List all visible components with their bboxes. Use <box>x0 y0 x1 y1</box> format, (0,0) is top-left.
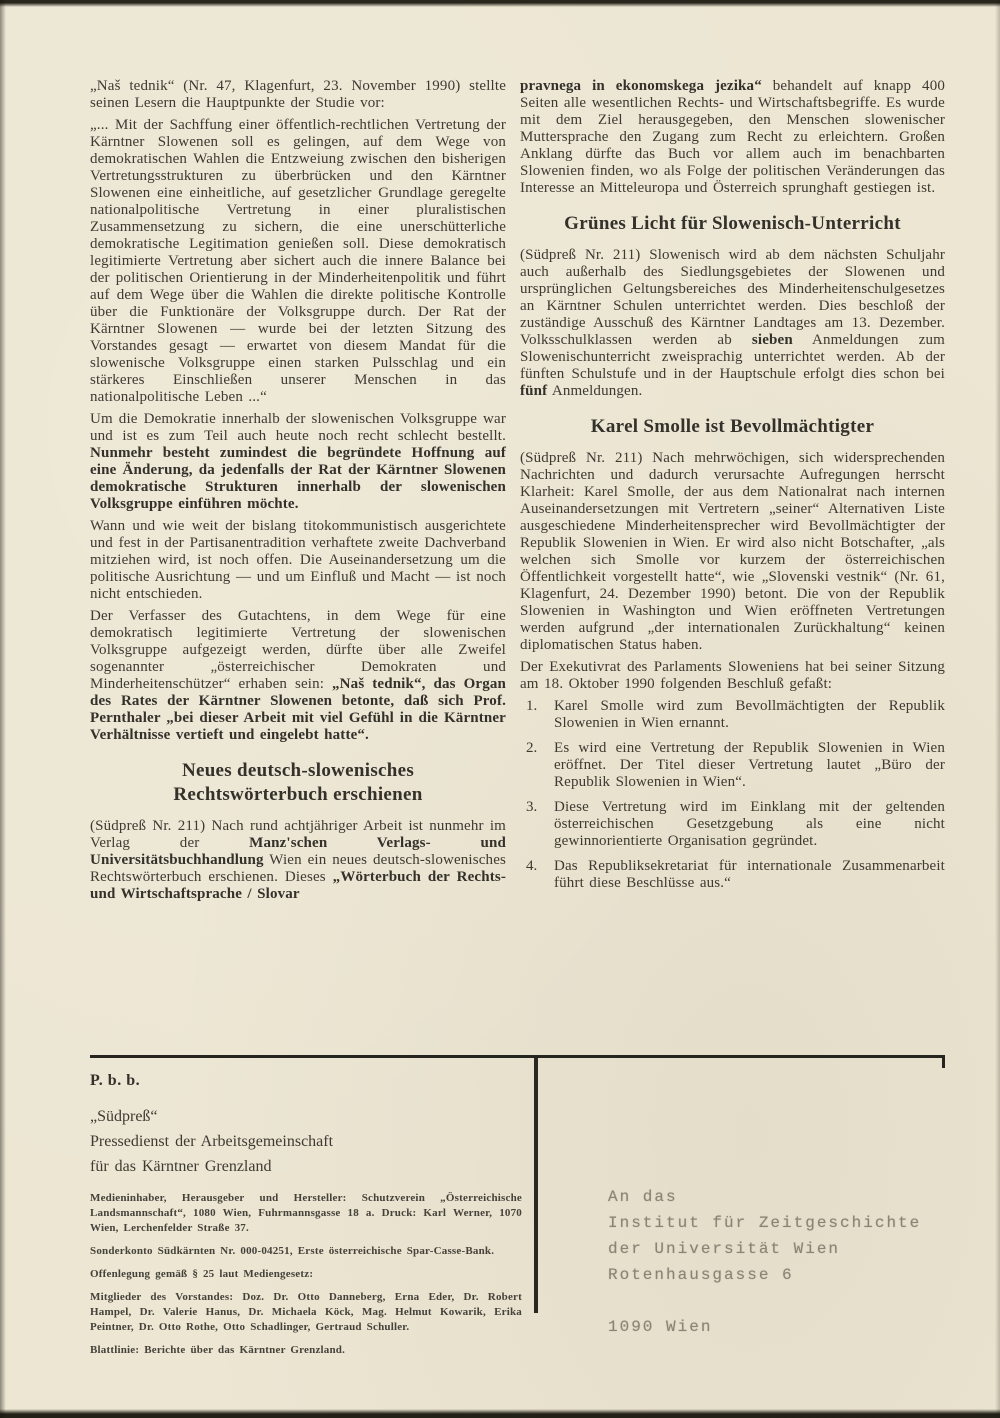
list-item-text: Das Republiksekretariat für internationale Zusammenarbeit führt diese Beschlüsse aus.“ <box>554 858 945 891</box>
address-line: 1090 Wien <box>608 1318 713 1336</box>
imprint-paragraph: Mitglieder des Vorstandes: Doz. Dr. Otto Danneberg, Erna Eder, Dr. Robert Hampel, Dr. Valerie Hanus, Dr. Michaela Köck, Mag. Helmut Kowarik, Erika Peintner, Dr. Otto Rothe, Otto Schadlinger, Gertraud Schuller. <box>90 1291 522 1333</box>
numbered-list-item <box>520 740 945 791</box>
publisher-line: für das Kärntner Grenzland <box>90 1158 272 1175</box>
numbered-list-item <box>520 799 945 850</box>
paragraph: (Südpreß Nr. 211) Nach rund achtjähriger Arbeit ist nunmehr im Verlag der Manz'schen Verlags- und Universitätsbuchhandlung Wien ein neues deutsch-slowenisches Rechtswörterbuch erschienen. Dieses „Wörterbuch der Rechts- und Wirtschaftsprache / Slovar <box>90 818 506 902</box>
postage-mark: P. b. b. <box>90 1072 141 1089</box>
address-block <box>608 1184 938 1340</box>
list-item-number: 2. <box>526 740 538 756</box>
scan-edge-top <box>0 0 1000 7</box>
paragraph: (Südpreß Nr. 211) Nach mehrwöchigen, sich widersprechenden Nachrichten und dadurch verursachte Aufregungen herrscht Klarheit: Karel Smolle, der aus dem Nationalrat nach internen Auseinandersetzungen mit Vertretern „seiner“ Alternativen Liste ausgeschiedene Minderheitensprecher wird Bevollmächtigter der Republik Slowenien in Wien. Er wird also nicht Botschafter, „als welchen sich Smolle vor kurzem der österreichischen Öffentlichkeit vorgestellt hatte“, wie „Slovenski vestnik“ (Nr. 61, Klagenfurt, 24. Dezember 1990) betont. Die von der Republik Slowenien in Washington und Wien eröffneten Vertretungen werden aufgrund „der internationalen Zurückhaltung“ keinen diplomatischen Status haben. <box>520 450 945 653</box>
paragraph: „Naš tednik“ (Nr. 47, Klagenfurt, 23. November 1990) stellte seinen Lesern die Hauptpunkte der Studie vor: <box>90 78 506 111</box>
paragraph: pravnega in ekonomskega jezika“ behandelt auf knapp 400 Seiten alle wesentlichen Rechts- und Wirtschaftsbegriffe. Es wurde mit dem Ziel herausgegeben, den Menschen slowenischer Muttersprache den Zugang zum Recht zu erleichtern. Großen Anklang dürfte das Buch vor allem auch im benachbarten Slowenien finden, wo als Folge der politischen Veränderungen das Interesse an Mitteleuropa und Österreich sprunghaft gestiegen ist. <box>520 78 945 196</box>
right-column <box>520 78 945 908</box>
publisher-block <box>90 1104 522 1179</box>
list-item-text: Karel Smolle wird zum Bevollmächtigten der Republik Slowenien in Wien ernannt. <box>554 698 945 731</box>
numbered-list-item <box>520 698 945 732</box>
article-heading: Karel Smolle ist Bevollmächtigter <box>590 416 875 437</box>
list-item-text: Es wird eine Vertretung der Republik Slowenien in Wien eröffnet. Der Titel dieser Vertretung lautet „Büro der Republik Slowenien in Wien“. <box>554 740 945 790</box>
address-line: der Universität Wien <box>608 1240 841 1258</box>
article-heading: Grünes Licht für Slowenisch-Unterricht <box>564 213 901 234</box>
list-item-text: Diese Vertretung wird im Einklang mit der geltenden österreichischen Gesetzgebung als eine nicht gewinnorientierte Organisation gegründet. <box>554 799 945 849</box>
article-heading: Neues deutsch-slowenisches Rechtswörterbuch erschienen <box>173 760 423 805</box>
numbered-list-item <box>520 858 945 892</box>
address-line: Institut für Zeitgeschichte <box>608 1214 922 1232</box>
imprint-paragraph: Medieninhaber, Herausgeber und Hersteller: Schutzverein „Österreichische Landsmannschaft“, 1080 Wien, Fuhrmannsgasse 18 a. Druck: Karl Werner, 1070 Wien, Lerchenfelder Straße 37. <box>90 1192 522 1234</box>
scan-edge-left <box>0 0 6 1418</box>
scan-edge-right <box>995 0 1000 1418</box>
imprint-paragraph: Offenlegung gemäß § 25 laut Mediengesetz: <box>90 1268 314 1280</box>
list-item-number: 4. <box>526 858 538 874</box>
two-column-layout <box>90 78 945 908</box>
imprint-paragraph: Sonderkonto Südkärnten Nr. 000-04251, Erste österreichische Spar-Casse-Bank. <box>90 1245 495 1257</box>
paragraph: Der Exekutivrat des Parlaments Sloweniens hat bei seiner Sitzung am 18. Oktober 1990 folgenden Beschluß gefaßt: <box>520 659 945 692</box>
publisher-line: Pressedienst der Arbeitsgemeinschaft <box>90 1133 334 1150</box>
paragraph: Der Verfasser des Gutachtens, in dem Wege für eine demokratisch legitimierte Vertretung der slowenischen Volksgruppe aufgezeigt werden, dürfte über alle Zweifel sogenannter „österreichischer Demokraten und Minderheitenschützer“ erhaben sein: „Naš tednik“, das Organ des Rates der Kärntner Slowenen betonte, daß sich Prof. Pernthaler „bei dieser Arbeit mit viel Gefühl in die Kärntner Verhältnisse vertieft und eingelebt hatte“. <box>90 608 506 743</box>
footer-imprint-column <box>90 1072 522 1366</box>
address-gap <box>608 1288 938 1314</box>
paragraph: Um die Demokratie innerhalb der slowenischen Volksgruppe war und ist es zum Teil auch heute noch recht schlecht bestellt. Nunmehr besteht zumindest die begründete Hoffnung auf eine Änderung, da jedenfalls der Rat der Kärntner Slowenen demokratische Strukturen innerhalb der slowenischen Volksgruppe einführen möchte. <box>90 411 506 512</box>
rule-end-tick <box>942 1055 945 1068</box>
paragraph: Wann und wie weit der bislang titokommunistisch ausgerichtete und fest in der Partisanentradition verhaftete zweite Dachverband mitziehen wird, ist noch offen. Die Auseinandersetzung um die politische Ausrichtung — und um Einfluß und Macht — ist noch nicht entschieden. <box>90 518 506 602</box>
footer-divider-line <box>534 1058 538 1313</box>
publisher-line: „Südpreß“ <box>90 1108 158 1125</box>
imprint-block <box>90 1191 522 1358</box>
imprint-footer <box>90 1055 945 1418</box>
list-item-number: 3. <box>526 799 538 815</box>
list-item-number: 1. <box>526 698 538 714</box>
paragraph: „... Mit der Sachffung einer öffentlich-rechtlichen Vertretung der Kärntner Slowenen soll es gelingen, auf dem Wege von demokratischen Wahlen die Entzweiung zwischen den bisherigen Vertretungsstrukturen zu überbrücken und den Kärntner Slowenen eine einheitliche, auf gesetzlicher Grundlage geregelte nationalpolitische Vertretung in einer pluralistischen Zusammensetzung zu sichern, die eine unerschütterliche demokratische Legitimation genießen soll. Diese demokratisch legitimierte Vertretung aber sichert auch die innere Balance bei der politischen Orientierung in der Minderheitenpolitik und führt auf dem Wege über die Wahlen die direkte politische Kontrolle über die Funktionäre der Volksgruppe durch. Der Rat der Kärntner Slowenen — wurde bei der letzten Sitzung des Vorstandes gesagt — erwartet von diesem Mandat für die slowenische Volksgruppe einen starken Pulsschlag und ein stärkeres Einschließen unserer Menschen in das nationalpolitische Leben ...“ <box>90 117 506 405</box>
mailing-address-area <box>608 1184 938 1340</box>
left-column <box>90 78 506 908</box>
address-line: Rotenhausgasse 6 <box>608 1266 794 1284</box>
article-content <box>90 78 945 1055</box>
paragraph: (Südpreß Nr. 211) Slowenisch wird ab dem nächsten Schuljahr auch außerhalb des Siedlungsgebietes der Slowenen und ursprünglichen Geltungsbereiches des Minderheitenschulgesetzes an Kärntner Schulen unterrichtet werden. Dies beschloß der zuständige Ausschuß des Kärntner Landtages am 13. Dezember. Volksschulklassen werden ab sieben Anmeldungen zum Slowenischunterricht zweisprachig unterrichtet werden. Ab der fünften Schulstufe und in der Hauptschule erfolgt dies schon bei fünf Anmeldungen. <box>520 247 945 399</box>
address-line: An das <box>608 1188 678 1206</box>
imprint-paragraph: Blattlinie: Berichte über das Kärntner Grenzland. <box>90 1344 346 1356</box>
